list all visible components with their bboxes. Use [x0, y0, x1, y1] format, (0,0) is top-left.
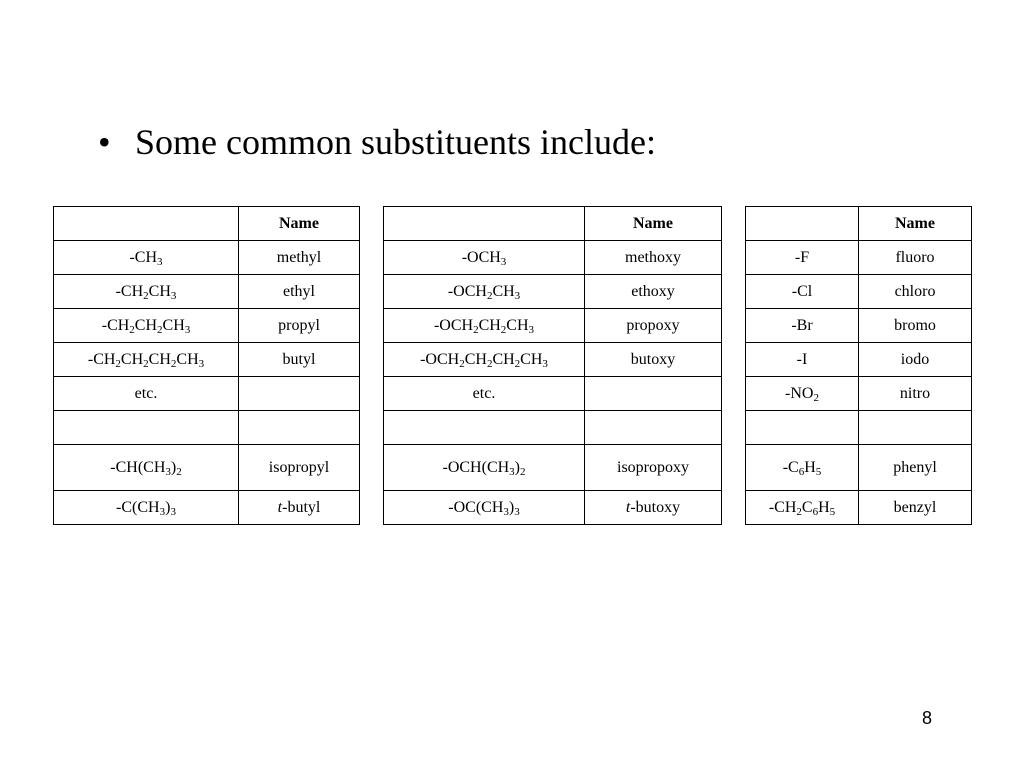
formula-cell: $-OCH_2CH_3$ — [384, 275, 585, 309]
table-row — [384, 377, 722, 411]
formula-cell: $-CH_3$ — [54, 241, 239, 275]
formula-cell: $-NO_2$ — [746, 377, 859, 411]
table-row — [384, 343, 722, 377]
name-cell: bromo — [859, 309, 972, 343]
table-row-empty — [384, 411, 722, 445]
page-number: 8 — [922, 708, 933, 728]
formula-cell: -Cl — [746, 275, 859, 309]
name-cell — [239, 411, 360, 445]
name-cell: ethoxy — [585, 275, 722, 309]
table-header-row — [746, 207, 972, 241]
bullet-text: Some common substituents include: — [135, 122, 656, 162]
name-cell: chloro — [859, 275, 972, 309]
bullet-line — [98, 120, 656, 164]
name-cell: isopropoxy — [585, 445, 722, 491]
name-cell: benzyl — [859, 491, 972, 525]
table-row — [384, 491, 722, 525]
table-row — [54, 377, 360, 411]
header-formula-cell — [384, 207, 585, 241]
header-name-cell: Name — [239, 207, 360, 241]
formula-cell: $-OCH_2CH_2CH_2CH_3$ — [384, 343, 585, 377]
name-cell: t-butoxy — [585, 491, 722, 525]
formula-cell — [746, 411, 859, 445]
table-row — [384, 309, 722, 343]
table-row-empty — [746, 411, 972, 445]
formula-cell: -F — [746, 241, 859, 275]
formula-cell: $-OCH(CH_3)_2$ — [384, 445, 585, 491]
bullet-icon: • — [98, 122, 111, 162]
formula-cell: $-CH_2C_6H_5$ — [746, 491, 859, 525]
name-cell: phenyl — [859, 445, 972, 491]
name-cell: butoxy — [585, 343, 722, 377]
table-row — [746, 491, 972, 525]
name-cell: nitro — [859, 377, 972, 411]
formula-cell: $-OCH_2CH_2CH_3$ — [384, 309, 585, 343]
other-substituents-table — [745, 206, 972, 525]
table-row — [746, 309, 972, 343]
table-row — [54, 343, 360, 377]
name-cell — [585, 411, 722, 445]
table-header-row — [54, 207, 360, 241]
formula-cell: $-CH_2CH_3$ — [54, 275, 239, 309]
formula-cell: etc. — [384, 377, 585, 411]
header-name-cell: Name — [859, 207, 972, 241]
table-row — [54, 491, 360, 525]
name-cell: isopropyl — [239, 445, 360, 491]
formula-cell: $-CH_2CH_2CH_3$ — [54, 309, 239, 343]
table-row — [54, 309, 360, 343]
header-formula-cell — [746, 207, 859, 241]
name-cell — [239, 377, 360, 411]
name-cell: iodo — [859, 343, 972, 377]
header-formula-cell — [54, 207, 239, 241]
name-cell — [585, 377, 722, 411]
table-row — [384, 445, 722, 491]
table-header-row — [384, 207, 722, 241]
name-cell — [859, 411, 972, 445]
table-row — [54, 445, 360, 491]
formula-cell: $-OC(CH_3)_3$ — [384, 491, 585, 525]
table-row — [746, 275, 972, 309]
name-cell: methoxy — [585, 241, 722, 275]
name-cell: propoxy — [585, 309, 722, 343]
table-row — [54, 241, 360, 275]
table-row — [746, 445, 972, 491]
table-row — [384, 275, 722, 309]
formula-cell — [384, 411, 585, 445]
name-cell: ethyl — [239, 275, 360, 309]
alkyl-substituents-table — [53, 206, 360, 525]
table-row-empty — [54, 411, 360, 445]
table-row — [746, 241, 972, 275]
header-name-cell: Name — [585, 207, 722, 241]
name-cell: fluoro — [859, 241, 972, 275]
formula-cell: -Br — [746, 309, 859, 343]
name-cell: t-butyl — [239, 491, 360, 525]
name-cell: propyl — [239, 309, 360, 343]
name-cell: methyl — [239, 241, 360, 275]
formula-cell: $-C(CH_3)_3$ — [54, 491, 239, 525]
formula-cell: $-CH_2CH_2CH_2CH_3$ — [54, 343, 239, 377]
formula-cell: $-C_6H_5$ — [746, 445, 859, 491]
name-cell: butyl — [239, 343, 360, 377]
formula-cell: etc. — [54, 377, 239, 411]
alkoxy-substituents-table — [383, 206, 722, 525]
table-row — [746, 377, 972, 411]
formula-cell: $-CH(CH_3)_2$ — [54, 445, 239, 491]
table-row — [384, 241, 722, 275]
table-row — [746, 343, 972, 377]
formula-cell: $-OCH_3$ — [384, 241, 585, 275]
formula-cell — [54, 411, 239, 445]
formula-cell: -I — [746, 343, 859, 377]
table-row — [54, 275, 360, 309]
